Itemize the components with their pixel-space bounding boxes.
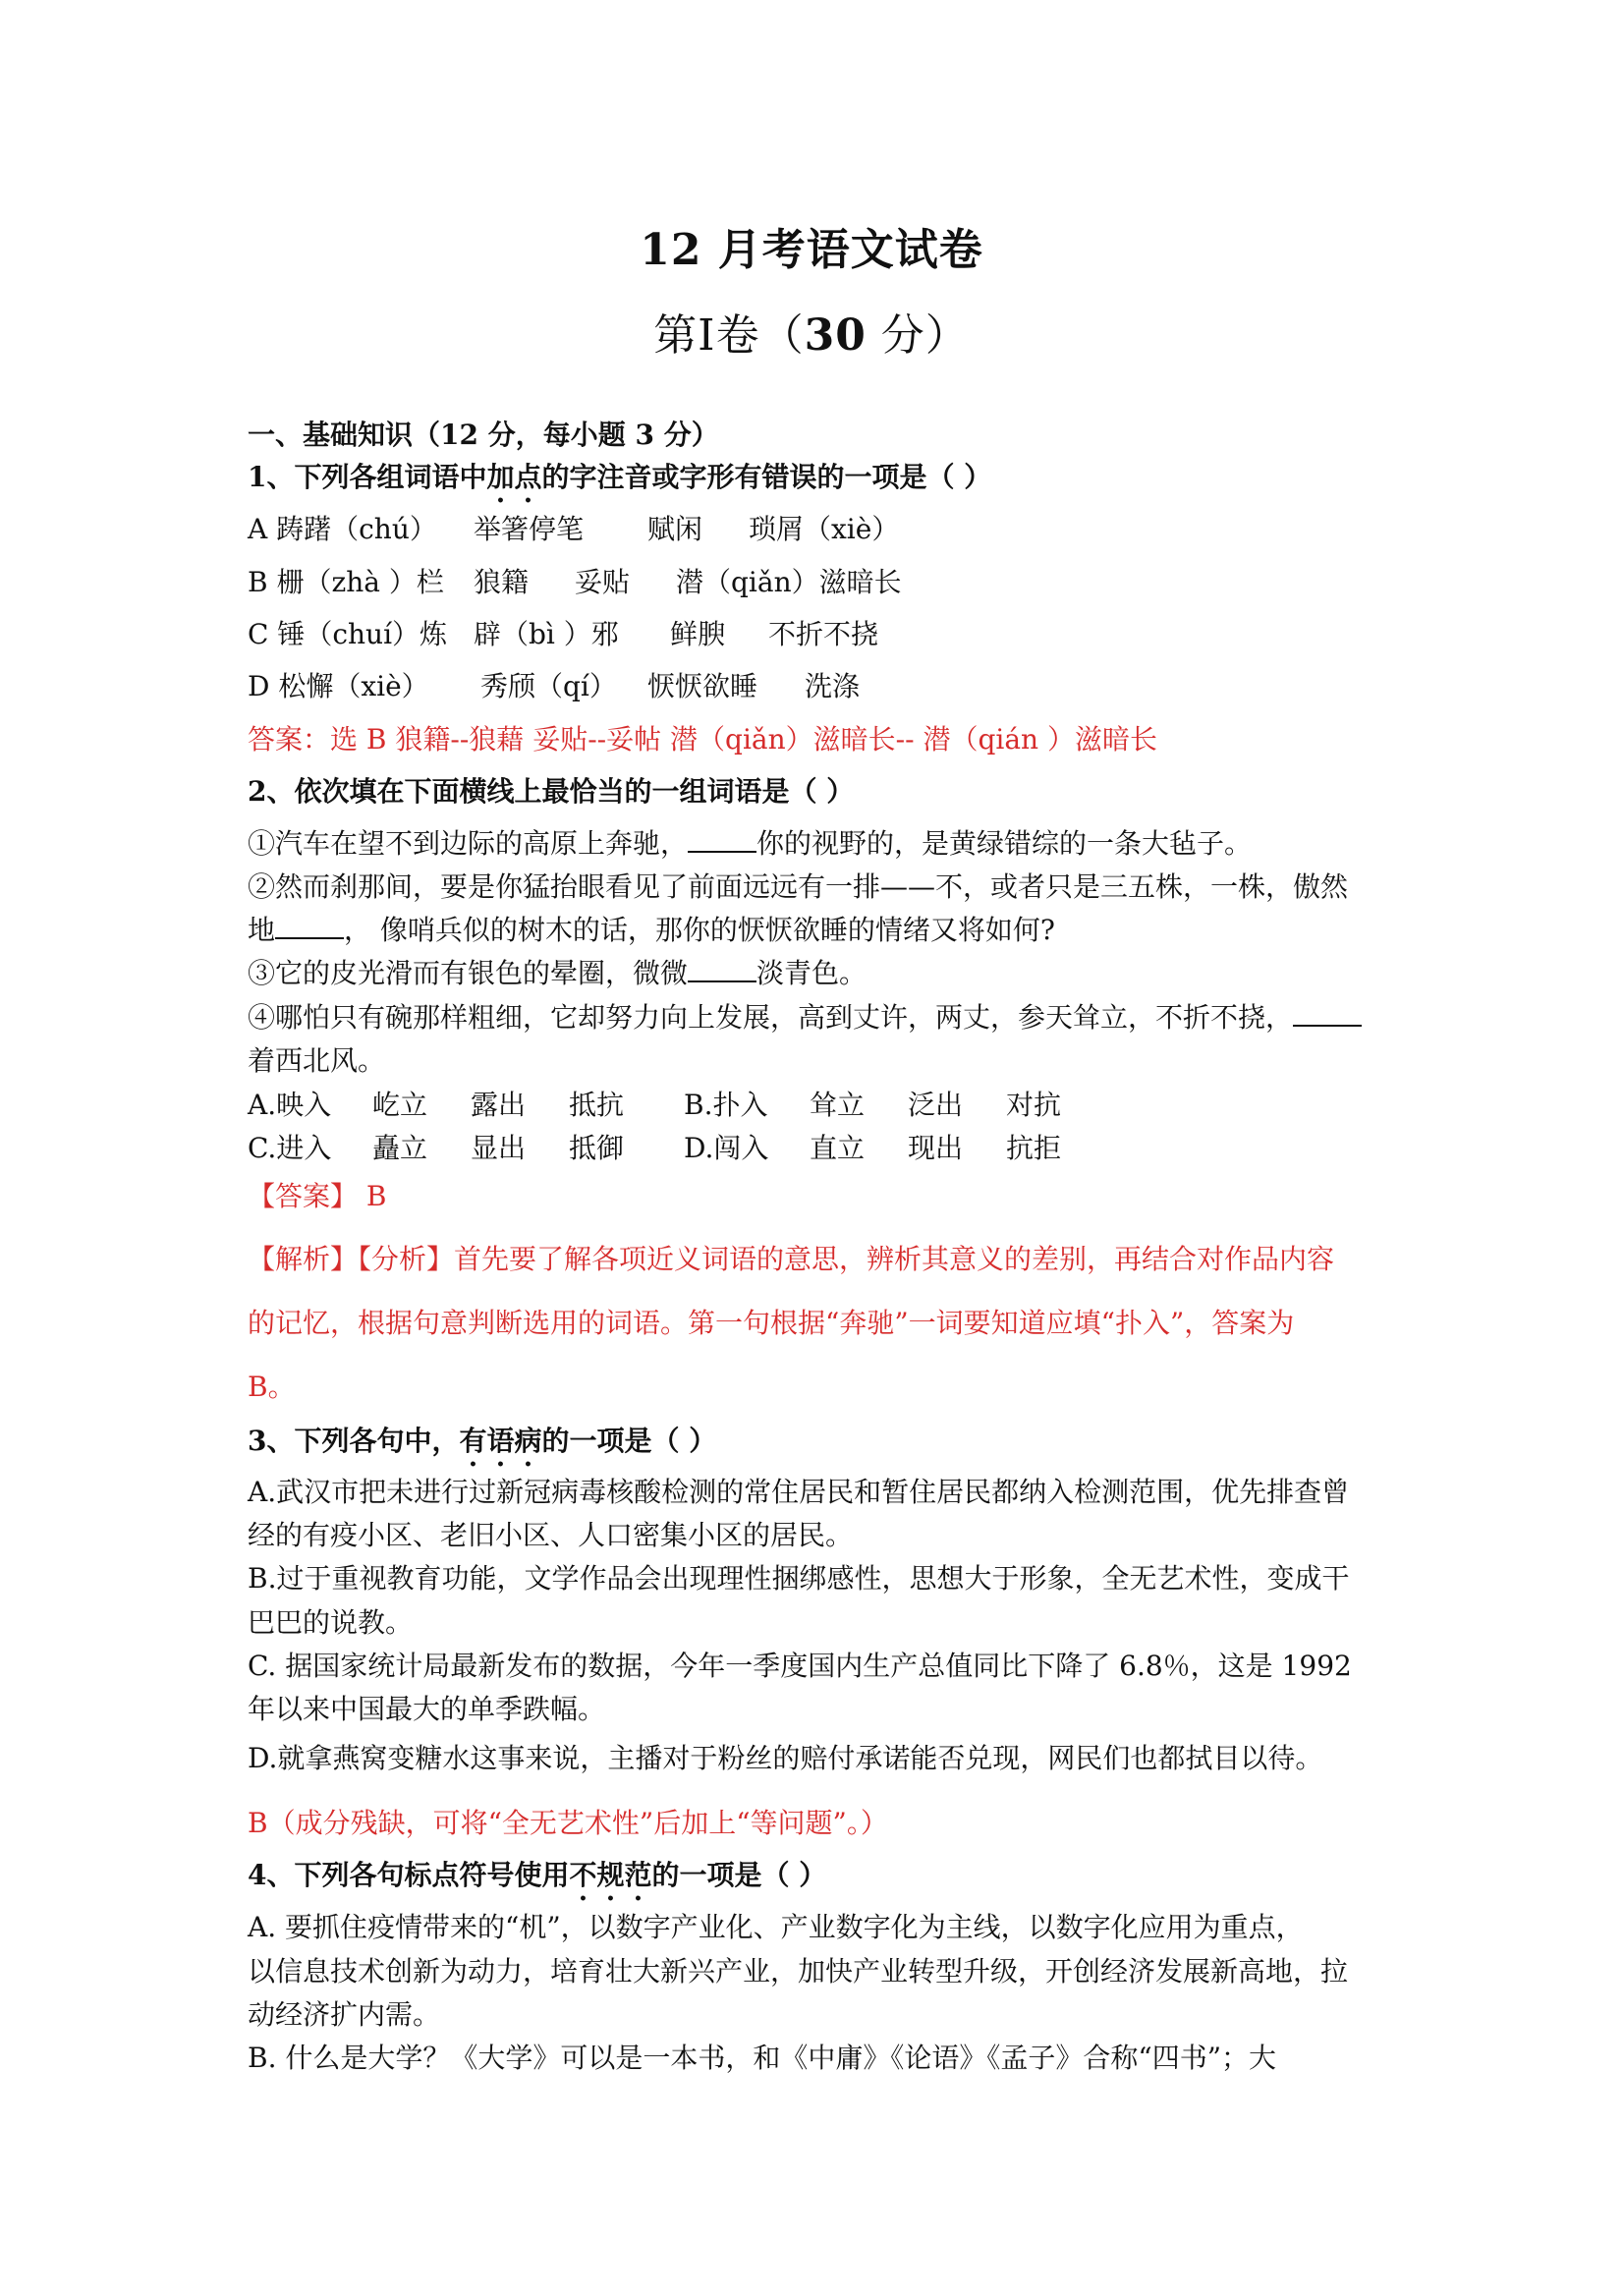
- q4-option-a-cont-2: 动经济扩内需。: [248, 1998, 441, 2031]
- q2-analysis-3: B。: [248, 1371, 296, 1403]
- q3-option-c: C. 据国家统计局最新发布的数据，今年一季度国内生产总值同比下降了 6.8％，这是 1992: [248, 1650, 1352, 1682]
- q3-option-d: D.就拿燕窝变糖水这事来说，主播对于粉丝的赔付承诺能否兑现，网民们也都拭目以待。: [248, 1742, 1323, 1774]
- q2-answer: 【答案】 B: [248, 1180, 387, 1212]
- q2-sentence-1: [248, 822, 1387, 866]
- q1-stem-emphasis: 加点: [486, 461, 542, 493]
- q1-d-c1: [248, 665, 480, 708]
- q2-d-4: 抗拒: [1006, 1132, 1062, 1164]
- q2-sentence-4-cont: 着西北风。: [248, 1044, 386, 1077]
- q2-s3-b: 淡青色。: [756, 957, 867, 989]
- subtitle-suffix: 分）: [866, 310, 970, 361]
- q4-option-a: A. 要抓住疫情带来的“机”，以数字产业化、产业数字化为主线，以数字化应用为重点，: [248, 1911, 1304, 1943]
- q2-analysis-1: 【解析】【分析】首先要了解各项近义词语的意思，辨析其意义的差别，再结合对作品内容: [248, 1243, 1335, 1275]
- q1-d-word1: 松懈（xiè）: [278, 670, 429, 702]
- q1-b-word1: 栅（zhà ）栏: [276, 566, 444, 598]
- question-1-stem: [248, 456, 1387, 509]
- q1-a-word2: 举箸停笔: [474, 513, 585, 545]
- q3-option-c-cont: 年以来中国最大的单季跌幅。: [248, 1693, 606, 1725]
- q2-d-2: 直立: [810, 1132, 866, 1164]
- q1-c-word2: 辟（bì ）邪: [474, 618, 619, 650]
- q1-c-word4: 不折不挠: [768, 618, 879, 650]
- q3-answer: B（成分残缺，可将“全无艺术性”后加上“等问题”。）: [248, 1807, 888, 1839]
- subtitle-prefix: 第Ⅰ卷（: [653, 310, 805, 361]
- q4-stem-b: 的一项是（ ）: [651, 1859, 827, 1891]
- q4-option-b: B. 什么是大学？《大学》可以是一本书，和《中庸》《论语》《孟子》合称“四书”；大: [248, 2042, 1277, 2074]
- q2-c-3: 显出: [471, 1132, 527, 1164]
- q1-a-word1: 踌躇（chú）: [276, 513, 437, 545]
- q1-stem-b: 的字注音或字形有错误的一项是（ ）: [541, 461, 992, 493]
- q1-answer: 答案：选 B 狼籍--狼藉 妥贴--妥帖 潜（qiǎn）滋暗长-- 潜（qián ）滋暗长: [248, 723, 1157, 756]
- q2-analysis-2: 的记忆，根据句意判断选用的词语。第一句根据“奔驰”一词要知道应填“扑入”，答案为: [248, 1307, 1295, 1339]
- q2-s1-a: ①汽车在望不到边际的高原上奔驰，: [248, 827, 689, 860]
- q3-stem-emphasis: 有语病: [459, 1425, 542, 1457]
- q2-options-cd: [248, 1127, 1387, 1170]
- subtitle-score: 30: [804, 310, 867, 361]
- q2-c-2: 矗立: [372, 1132, 428, 1164]
- q1-c-label: C: [248, 618, 278, 650]
- q2-d-1: D.闯入: [684, 1132, 769, 1164]
- q1-d-word3: 恹恹欲睡: [647, 670, 758, 702]
- q1-c-c1: [248, 613, 474, 656]
- q2-s1-b: 你的视野的，是黄绿错综的一条大毡子。: [756, 827, 1253, 860]
- q1-stem-a: 1、下列各组词语中: [248, 461, 487, 493]
- q2-options-ab: [248, 1084, 1387, 1127]
- q2-b-2: 耸立: [810, 1089, 866, 1121]
- q1-option-a: [248, 508, 1387, 551]
- q2-sentence-2: [248, 866, 1387, 909]
- q2-a-4: 抵抗: [569, 1089, 625, 1121]
- q2-a-2: 屹立: [372, 1089, 428, 1121]
- section-heading: 一、基础知识（12 分，每小题 3 分）: [248, 419, 719, 451]
- q1-a-word4: 琐屑（xiè）: [749, 513, 900, 545]
- blank-1: [688, 825, 756, 853]
- q4-stem-a: 4、下列各句标点符号使用: [248, 1859, 570, 1891]
- q1-a-word3: 赋闲: [647, 513, 703, 545]
- q4-option-a-cont-1: 以信息技术创新为动力，培育壮大新兴产业，加快产业转型升级，开创经济发展新高地，拉: [248, 1955, 1349, 1988]
- q2-sentence-2-cont: [248, 909, 1387, 952]
- q2-a-3: 露出: [471, 1089, 527, 1121]
- exam-title: 12 月考语文试卷: [640, 225, 983, 275]
- question-4-stem: [248, 1854, 1387, 1907]
- q2-s2-b: 地: [248, 914, 276, 946]
- q1-d-word4: 洗涤: [805, 670, 861, 702]
- q1-c-word3: 鲜腴: [670, 618, 726, 650]
- q2-a-1: A.映入: [248, 1089, 332, 1121]
- blank-2: [275, 912, 344, 939]
- q1-b-word2: 狼籍: [474, 566, 530, 598]
- q2-s3-a: ③它的皮光滑而有银色的晕圈，微微: [248, 957, 689, 989]
- q2-b-3: 泛出: [908, 1089, 964, 1121]
- blank-4: [1293, 999, 1362, 1027]
- q3-option-a-cont: 经的有疫小区、老旧小区、人口密集小区的居民。: [248, 1519, 854, 1551]
- q2-sentence-4: [248, 996, 1387, 1039]
- question-2-stem: 2、依次填在下面横线上最恰当的一组词语是（ ）: [248, 775, 855, 808]
- q2-b-1: B.扑入: [684, 1089, 768, 1121]
- q3-option-a: A.武汉市把未进行过新冠病毒核酸检测的常住居民和暂住居民都纳入检测范围，优先排查曾: [248, 1476, 1350, 1508]
- q1-option-c: [248, 613, 1387, 656]
- q1-c-word1: 锤（chuí）炼: [277, 618, 448, 650]
- q1-d-label: D: [248, 670, 279, 702]
- q1-option-b: [248, 561, 1387, 604]
- q2-c-4: 抵御: [569, 1132, 625, 1164]
- q2-sentence-3: [248, 952, 1387, 995]
- q2-s2-a: ②然而刹那间，要是你猛抬眼看见了前面远远有一排——不，或者只是三五株，一株，傲然: [248, 870, 1349, 903]
- q1-a-label: A: [248, 513, 277, 545]
- q1-b-label: B: [248, 566, 277, 598]
- q4-stem-emphasis: 不规范: [569, 1859, 652, 1891]
- question-3-stem: [248, 1420, 1387, 1473]
- q2-c-1: C.进入: [248, 1132, 332, 1164]
- q1-b-c1: [248, 561, 474, 604]
- q2-s2-c: ， 像哨兵似的树木的话，那你的恹恹欲睡的情绪又将如何?: [344, 914, 1055, 946]
- q1-d-word2: 秀颀（qí）: [480, 670, 617, 702]
- blank-3: [688, 955, 756, 982]
- q2-s4-a: ④哪怕只有碗那样粗细，它却努力向上发展，高到丈许，两丈，参天耸立，不折不挠，: [248, 1001, 1294, 1034]
- q3-stem-a: 3、下列各句中，: [248, 1425, 460, 1457]
- q2-d-3: 现出: [908, 1132, 964, 1164]
- exam-subtitle: [0, 300, 1623, 363]
- q1-option-d: [248, 665, 1387, 708]
- q3-option-b: B.过于重视教育功能，文学作品会出现理性捆绑感性，思想大于形象，全无艺术性，变成干: [248, 1562, 1350, 1595]
- q3-option-b-cont: 巴巴的说教。: [248, 1606, 414, 1639]
- q2-b-4: 对抗: [1006, 1089, 1062, 1121]
- q1-a-c1: [248, 508, 474, 551]
- q1-b-word4: 潜（qiǎn）滋暗长: [676, 566, 902, 598]
- q3-stem-b: 的一项是（ ）: [541, 1425, 717, 1457]
- q1-b-word3: 妥贴: [575, 566, 631, 598]
